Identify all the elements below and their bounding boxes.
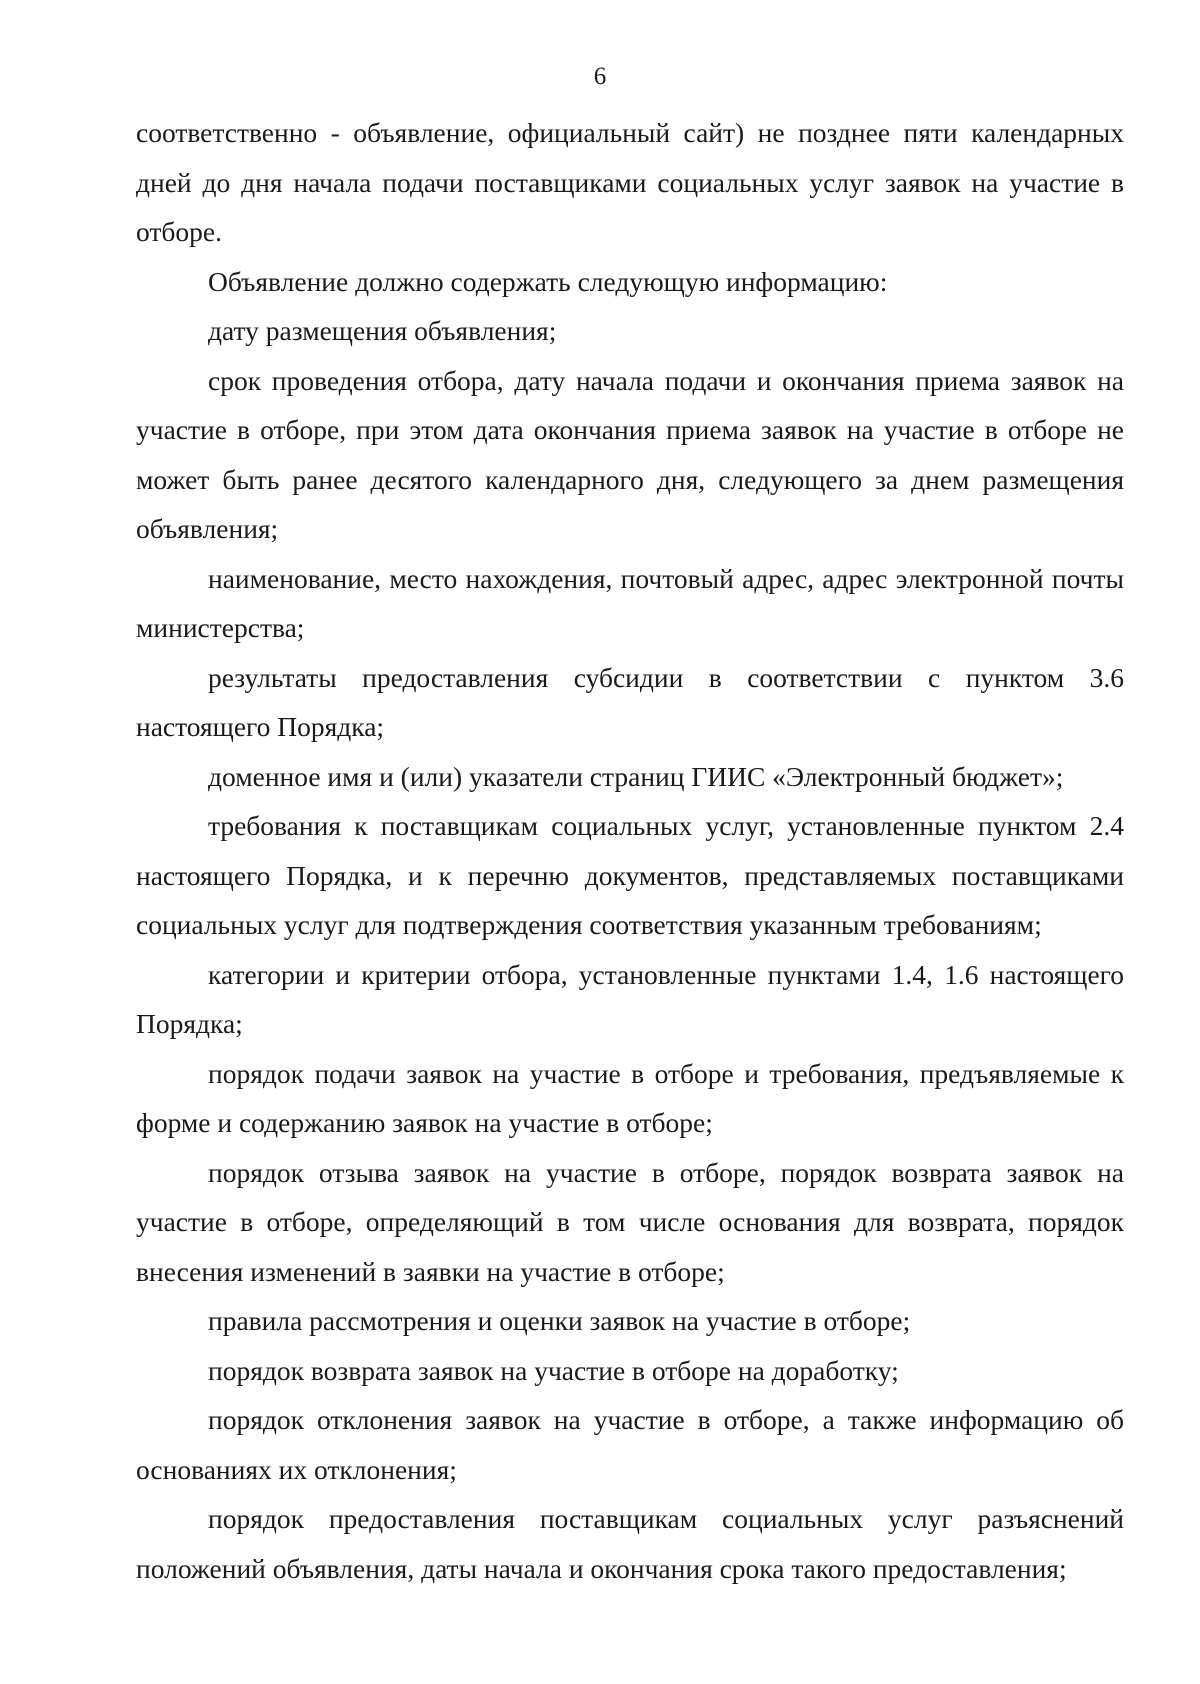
paragraph-list-item: категории и критерии отбора, установленные пунктами 1.4, 1.6 настоящего Порядка; (136, 958, 1124, 1039)
paragraph-announcement-intro: Объявление должно содержать следующую информацию: (208, 265, 888, 297)
paragraph-continuation: соответственно - объявление, официальный сайт) не позднее пяти календарных дней до дня начала подачи поставщиками социальных услуг заявок на участие в отборе. (136, 117, 1124, 247)
paragraph-list-item: срок проведения отбора, дату начала подачи и окончания приема заявок на участие в отборе, при этом дата окончания приема заявок на участие в отборе не может быть ранее десятого календарного дня, следующего за днем размещения объявления; (136, 364, 1124, 544)
page-number: 6 (593, 63, 607, 90)
paragraph-list-item: требования к поставщикам социальных услуг, установленные пунктом 2.4 настоящего Порядка, и к перечню документов, представляемых поставщиками социальных услуг для подтверждения соответствия указанным требованиям; (136, 810, 1124, 940)
paragraph-list-item: порядок отзыва заявок на участие в отборе, порядок возврата заявок на участие в отборе, определяющий в том числе основания для возврата, порядок внесения изменений в заявки на участие в отборе; (136, 1156, 1124, 1287)
paragraph-list-item: порядок предоставления поставщикам социальных услуг разъяснений положений объявления, даты начала и окончания срока такого предоставления; (136, 1503, 1124, 1584)
paragraph-list-item: результаты предоставления субсидии в соответствии с пунктом 3.6 настоящего Порядка; (136, 661, 1124, 742)
paragraph-list-item: порядок подачи заявок на участие в отборе и требования, предъявляемые к форме и содержанию заявок на участие в отборе; (136, 1057, 1124, 1138)
paragraph-list-item: дату размещения объявления; (208, 315, 557, 346)
paragraph-list-item: правила рассмотрения и оценки заявок на участие в отборе; (208, 1305, 911, 1336)
paragraph-list-item: порядок отклонения заявок на участие в отборе, а также информацию об основаниях их отклонения; (136, 1404, 1124, 1485)
paragraph-list-item: наименование, место нахождения, почтовый адрес, адрес электронной почты министерства; (136, 562, 1124, 643)
document-body (136, 108, 1124, 1593)
paragraph-list-item: доменное имя и (или) указатели страниц ГИИС «Электронный бюджет»; (208, 760, 1064, 792)
paragraph-list-item: порядок возврата заявок на участие в отборе на доработку; (208, 1354, 899, 1386)
